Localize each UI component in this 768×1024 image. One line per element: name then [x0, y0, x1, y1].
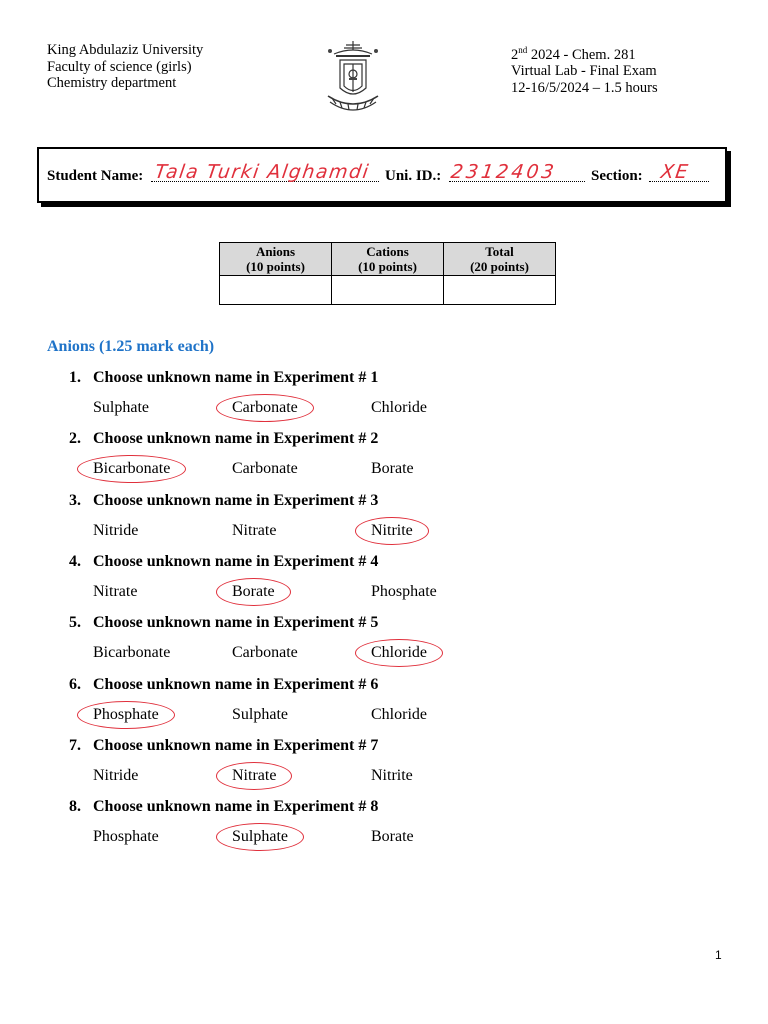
- section-title: Anions (1.25 mark each): [47, 338, 215, 355]
- question-text: Choose unknown name in Experiment # 2: [93, 430, 379, 447]
- question-number: 7.: [69, 737, 81, 754]
- score-header-cations: Cations (10 points): [332, 243, 444, 276]
- answer-option[interactable]: Chloride: [371, 644, 427, 661]
- answer-option[interactable]: Bicarbonate: [93, 644, 171, 661]
- question-number: 6.: [69, 676, 81, 693]
- exam-term: 2nd 2024 - Chem. 281: [511, 45, 636, 63]
- answer-option[interactable]: Sulphate: [232, 828, 288, 845]
- question-text: Choose unknown name in Experiment # 3: [93, 492, 379, 509]
- question-3: [69, 492, 378, 510]
- question-number: 3.: [69, 492, 81, 509]
- score-header-total: Total (20 points): [444, 243, 556, 276]
- answer-option[interactable]: Nitride: [93, 522, 139, 539]
- score-cell-cations[interactable]: [332, 276, 444, 305]
- question-7: [69, 737, 378, 755]
- question-4: [69, 553, 378, 571]
- exam-dates: 12-16/5/2024 – 1.5 hours: [511, 79, 658, 96]
- answer-option[interactable]: Sulphate: [93, 399, 149, 416]
- question-text: Choose unknown name in Experiment # 4: [93, 553, 379, 570]
- institution-header: [47, 42, 203, 92]
- question-text: Choose unknown name in Experiment # 1: [93, 369, 379, 386]
- score-table: [219, 242, 556, 305]
- student-name-label: Student Name:: [47, 168, 144, 184]
- question-number: 1.: [69, 369, 81, 386]
- answer-option[interactable]: Carbonate: [232, 399, 298, 416]
- answer-option[interactable]: Carbonate: [232, 460, 298, 477]
- answer-option[interactable]: Borate: [232, 583, 275, 600]
- score-cell-total[interactable]: [444, 276, 556, 305]
- page-number: 1: [715, 948, 722, 962]
- answer-option[interactable]: Borate: [371, 460, 414, 477]
- question-text: Choose unknown name in Experiment # 8: [93, 798, 379, 815]
- question-text: Choose unknown name in Experiment # 6: [93, 676, 379, 693]
- answer-option[interactable]: Nitride: [93, 767, 139, 784]
- answer-option[interactable]: Phosphate: [93, 706, 159, 723]
- faculty-name: Faculty of science (girls): [47, 58, 192, 75]
- answer-option[interactable]: Phosphate: [371, 583, 437, 600]
- question-number: 5.: [69, 614, 81, 631]
- student-info-box: [37, 147, 727, 203]
- answer-option[interactable]: Nitrate: [232, 767, 277, 784]
- exam-title: Virtual Lab - Final Exam: [511, 63, 657, 80]
- answer-option[interactable]: Chloride: [371, 706, 427, 723]
- section-value[interactable]: XE: [659, 161, 691, 183]
- question-number: 4.: [69, 553, 81, 570]
- answer-option[interactable]: Nitrate: [232, 522, 277, 539]
- answer-option[interactable]: Bicarbonate: [93, 460, 171, 477]
- answer-option[interactable]: Phosphate: [93, 828, 159, 845]
- section-label: Section:: [591, 168, 643, 184]
- university-emblem-icon: [322, 38, 384, 120]
- question-1: [69, 369, 378, 387]
- question-text: Choose unknown name in Experiment # 5: [93, 614, 379, 631]
- question-8: [69, 798, 378, 816]
- university-name: King Abdulaziz University: [47, 42, 204, 58]
- uni-id-label: Uni. ID.:: [385, 168, 442, 184]
- exam-info-header: [511, 42, 658, 96]
- question-number: 8.: [69, 798, 81, 815]
- answer-option[interactable]: Carbonate: [232, 644, 298, 661]
- question-text: Choose unknown name in Experiment # 7: [93, 737, 379, 754]
- answer-option[interactable]: Sulphate: [232, 706, 288, 723]
- answer-option[interactable]: Nitrite: [371, 767, 413, 784]
- student-name-value[interactable]: Tala Turki Alghamdi: [153, 161, 372, 183]
- answer-option[interactable]: Nitrite: [371, 522, 413, 539]
- department-name: Chemistry department: [47, 75, 177, 91]
- answer-option[interactable]: Nitrate: [93, 583, 138, 600]
- question-5: [69, 614, 378, 632]
- score-cell-anions[interactable]: [220, 276, 332, 305]
- uni-id-value[interactable]: 2312403: [449, 161, 559, 183]
- question-number: 2.: [69, 430, 81, 447]
- answer-option[interactable]: Chloride: [371, 399, 427, 416]
- question-6: [69, 676, 378, 694]
- question-2: [69, 430, 378, 448]
- answer-option[interactable]: Borate: [371, 828, 414, 845]
- score-header-anions: Anions (10 points): [220, 243, 332, 276]
